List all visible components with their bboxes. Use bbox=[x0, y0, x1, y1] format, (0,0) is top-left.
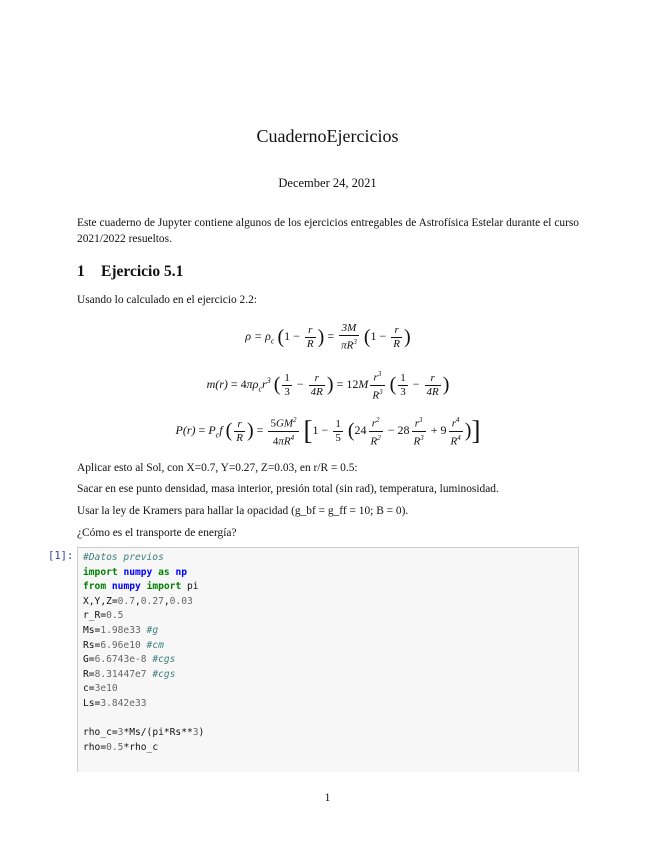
page-number: 1 bbox=[324, 792, 331, 804]
document-title: CuadernoEjercicios bbox=[256, 126, 399, 146]
section-number: 1 bbox=[77, 263, 85, 280]
document-date: December 24, 2021 bbox=[278, 176, 377, 190]
equation-mass: $m(r) = 4\pi\rho_cr^3$ ( $\frac{1}{3}$ − $\frac{r}{4R}$ ) = 12M $\frac{r^3}{R^3}$ ( $\frac{1}{3}$ − $\frac{r}{4R}$ ) bbox=[206, 370, 450, 402]
cell-prompt: [1]: bbox=[48, 550, 74, 562]
section-heading bbox=[77, 263, 183, 281]
code-block[interactable]: #Datos previos import numpy as np from numpy import pi X,Y,Z=0.7,0.27,0.03 r_R=0.5 Ms=1.98e33 #g Rs=6.96e10 #cm G=6.6743e-8 #cgs R=8.31447e7 #cgs c=3e10 Ls=3.842e33 rho_c=3*Ms/(pi*Rs**3) rho=0.5*rho_c bbox=[83, 552, 205, 753]
equation-density: $\rho = \rho_c$ (1 − $\frac{r}{R}$ ) = $\frac{3M}{\pi R^3}$ (1 − $\frac{r}{R}$ ) bbox=[245, 322, 411, 352]
paragraph-transport: ¿Cómo es el transporte de energía? bbox=[77, 527, 237, 539]
paragraph-reference: Usando lo calculado en el ejercicio 2.2: bbox=[77, 294, 257, 306]
code-cell[interactable] bbox=[77, 547, 579, 772]
paragraph-quantities: Sacar en ese punto densidad, masa interior, presión total (sin rad), temperatura, luminosidad. bbox=[77, 483, 499, 495]
paragraph-kramers: Usar la ley de Kramers para hallar la opacidad (g_bf = g_ff = 10; B = 0). bbox=[77, 505, 409, 517]
paragraph-apply-sun: Aplicar esto al Sol, con X=0.7, Y=0.27, Z=0.03, en r/R = 0.5: bbox=[77, 462, 358, 474]
section-title: Ejercicio 5.1 bbox=[101, 263, 184, 280]
intro-paragraph: Este cuaderno de Jupyter contiene algunos de los ejercicios entregables de Astrofísica Estelar durante el curso 2021/2022 resueltos. bbox=[77, 217, 579, 245]
equation-pressure: $P(r) = P_cf$ ( $\frac{r}{R}$ ) = $\frac{5GM^2}{4\pi R^4}$ [1 − $\frac{1}{5}$ (24 $\frac{r^2}{R^2}$ − 28 $\frac{r^3}{R^3}$ + 9 $\frac{r^4}{R^4}$ )] bbox=[175, 415, 481, 448]
